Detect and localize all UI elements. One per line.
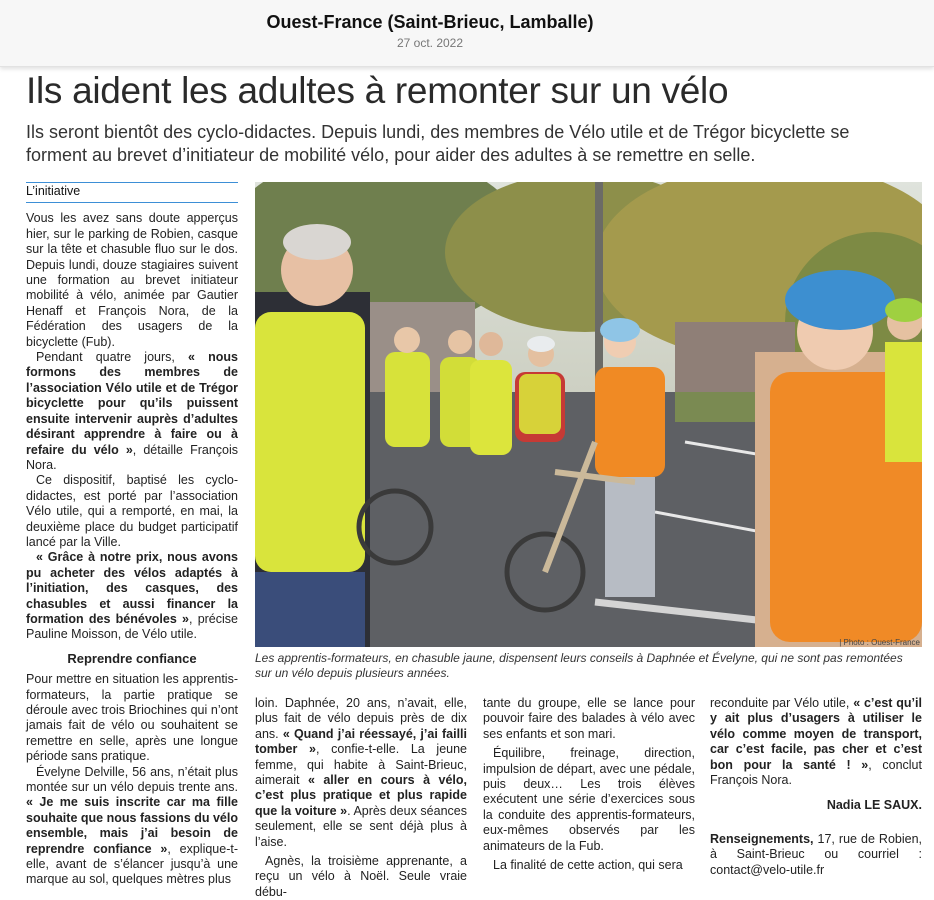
info-paragraph: Renseignements, 17, rue de Robien, à Saint-Brieuc ou courriel : contact@velo-utile.fr bbox=[710, 831, 922, 877]
publication-header bbox=[0, 0, 934, 67]
article-column-1 bbox=[26, 182, 238, 888]
section-label: L’initiative bbox=[26, 182, 238, 203]
photo-credit: | Photo : Ouest-France bbox=[839, 638, 920, 647]
paragraph: Pendant quatre jours, « nous formons des membres de l’association Vélo utile et de Trégor bicyclette pour qu’ils puissent ensuite intervenir auprès d’adultes désirant apprendre à faire ou à refaire du vélo », détaille François Nora. bbox=[26, 350, 239, 472]
photo-illustration bbox=[255, 182, 922, 647]
article-lead: Ils seront bientôt des cyclo-didactes. Depuis lundi, des membres de Vélo utile et de Trégor bicyclette se forment au brevet d’initiateur de mobilité vélo, pour aider des adultes à se remettre en selle. bbox=[26, 122, 850, 165]
article-photo bbox=[255, 182, 922, 647]
paragraph: La finalité de cette action, qui sera bbox=[493, 858, 683, 873]
article-headline: Ils aident les adultes à remonter sur un vélo bbox=[26, 70, 729, 111]
publication-date: 27 oct. 2022 bbox=[396, 36, 464, 50]
article-signature: Nadia LE SAUX. bbox=[826, 798, 922, 813]
photo-caption: Les apprentis-formateurs, en chasuble jaune, dispensent leurs conseils à Daphnée et Évelyne, qui ne sont pas remontées sur un vélo depuis plusieurs années. bbox=[255, 651, 903, 680]
publication-name: Ouest-France (Saint-Brieuc, Lamballe) bbox=[266, 12, 594, 32]
article-column-3 bbox=[483, 696, 695, 873]
paragraph: Évelyne Delville, 56 ans, n’était plus montée sur un vélo depuis trente ans. « Je me suis inscrite car ma fille souhaite que nous fassions du vélo ensemble, mais j’ai besoin de reprendre confiance », explique-t-elle, avant de s’élancer jusqu’à une marque au sol, quelques mètres plus bbox=[26, 764, 238, 887]
paragraph: Pour mettre en situation les apprentis-formateurs, la partie pratique se déroule avec trois Briochines qui n’ont jamais fait de vélo ou souhaitent se remettre en selle, après une longue période sans pratique. bbox=[26, 672, 238, 764]
paragraph: reconduite par Vélo utile, « c’est qu’il y ait plus d’usagers à utiliser le vélo comme moyen de transport, car c’est facile, pas cher et c’est bon pour la santé ! », conclut François Nora. bbox=[710, 696, 922, 788]
paragraph: tante du groupe, elle se lance pour pouvoir faire des balades à vélo avec ses enfants et son mari. bbox=[483, 696, 695, 741]
paragraph: Agnès, la troisième apprenante, a reçu un vélo à Noël. Seule vraie débu- bbox=[255, 854, 467, 899]
paragraph: loin. Daphnée, 20 ans, n’avait, elle, plus fait de vélo depuis près de dix ans. « Quand j’ai réessayé, j’ai failli tomber », confie-t-elle. La jeune femme, qui habite à Saint-Brieuc, aimerait « aller en cours à vélo, c’est plus pratique et plus rapide que la voiture ». Après deux séances seulement, elle se sent déjà plus à l’aise. bbox=[255, 696, 467, 849]
paragraph: Vous les avez sans doute apperçus hier, sur le parking de Robien, casque sur la tête et chasuble fluo sur le dos. Depuis lundi, douze stagiaires suivent une formation au brevet initiateur mobilité à vélo, animée par Gautier Henaff et François Nora, de la Fédération des usagers de la bicyclette (Fub). bbox=[26, 211, 238, 349]
paragraph: Équilibre, freinage, direction, impulsion de départ, avec une pédale, puis deux… Les trois élèves exécutent une série d’exercices sous la conduite des apprentis-formateurs, eux-mêmes observés par les animateurs de la Fub. bbox=[483, 746, 695, 853]
paragraph: « Grâce à notre prix, nous avons pu acheter des vélos adaptés à l’initiation, des casques, des chasubles et aussi financer la formation des bénévoles », précise Pauline Moisson, de Vélo utile. bbox=[26, 550, 238, 642]
paragraph: Ce dispositif, baptisé les cyclo-didactes, est porté par l’association Vélo utile, qui a remporté, en mai, la deuxième place du budget participatif lancé par la Ville. bbox=[26, 473, 238, 549]
article-column-2 bbox=[255, 696, 467, 900]
article-column-4 bbox=[710, 696, 922, 878]
article-subhead: Reprendre confiance bbox=[67, 650, 197, 666]
